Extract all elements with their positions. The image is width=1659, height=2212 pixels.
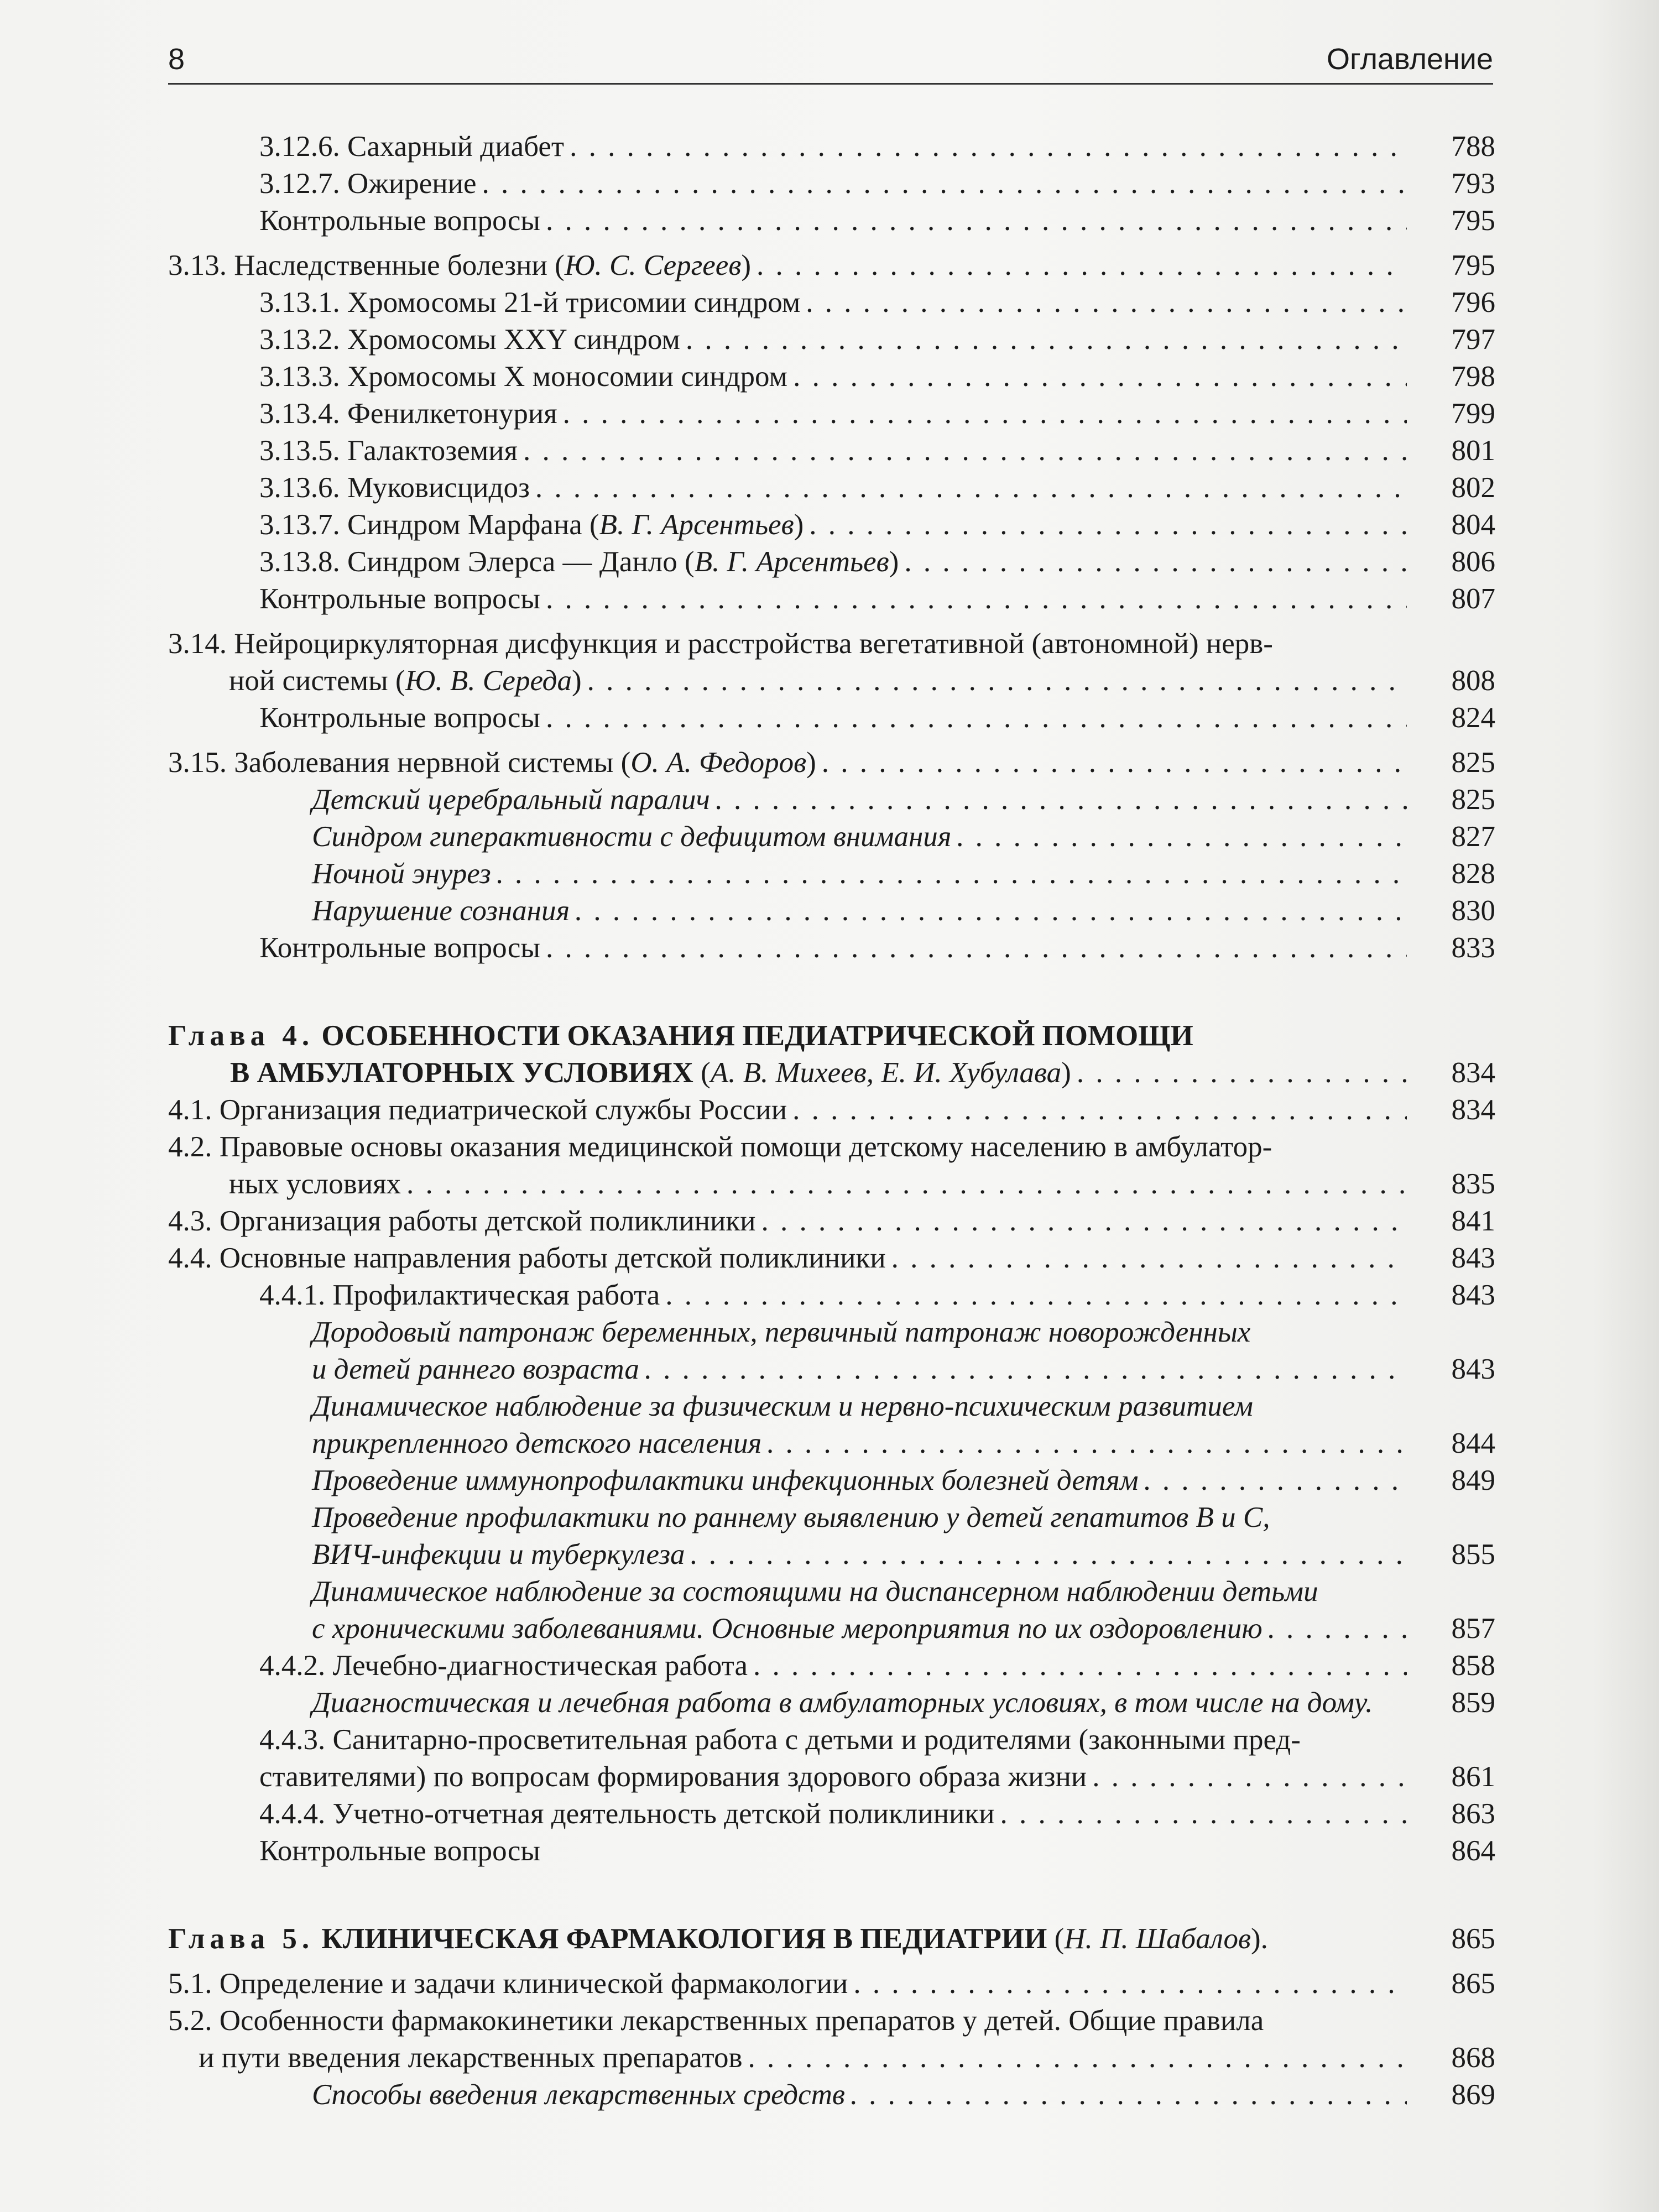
toc-page-number: 795 — [1451, 249, 1495, 281]
toc-page-number: 861 — [1451, 1761, 1495, 1793]
chapter-heading: Глава 5. КЛИНИЧЕСКАЯ ФАРМАКОЛОГИЯ В ПЕДИАТРИИ (Н. П. Шабалов). 865 — [168, 1921, 1495, 1958]
toc-page-number: 796 — [1451, 286, 1495, 319]
toc-page-number: 858 — [1451, 1650, 1495, 1682]
toc-entry: 3.15. Заболевания нервной системы (О. А. Федоров) . . . 825 — [168, 744, 1495, 781]
toc-page-number: 841 — [1451, 1205, 1495, 1237]
toc-entry: 3.13.4. Фенилкетонурия . . . 799 — [259, 395, 1495, 432]
toc-page-number: 827 — [1451, 821, 1495, 853]
toc-entry: 4.4.1. Профилактическая работа . . . 843 — [259, 1277, 1495, 1314]
toc-page-number: 835 — [1451, 1168, 1495, 1200]
toc-page-number: 788 — [1451, 131, 1495, 163]
toc-entry: Нарушение сознания . . . 830 — [312, 893, 1495, 930]
page-number: 8 — [168, 43, 185, 76]
toc-entry: Проведение профилактики по раннему выявлению у детей гепатитов B и C, ВИЧ-инфекции и туберкулеза . . . 855 — [312, 1499, 1495, 1573]
toc-page-number: 801 — [1451, 435, 1495, 467]
toc-page-number: 825 — [1451, 784, 1495, 816]
toc-page-number: 799 — [1451, 398, 1495, 430]
toc-page-number: 843 — [1451, 1242, 1495, 1274]
toc-entry: 4.4.4. Учетно-отчетная деятельность детской поликлиники . . . 863 — [259, 1796, 1495, 1833]
toc-page-number: 855 — [1451, 1538, 1495, 1571]
toc-entry: Контрольные вопросы . . . 824 — [259, 700, 1495, 737]
toc-page-number: 843 — [1451, 1279, 1495, 1311]
toc-entry: 3.13.5. Галактоземия . . . 801 — [259, 432, 1495, 469]
toc-page-number: 793 — [1451, 168, 1495, 200]
toc-page-number: 869 — [1451, 2079, 1495, 2111]
toc-page-number: 868 — [1451, 2042, 1495, 2074]
toc-page-number: 833 — [1451, 932, 1495, 964]
toc-page-number: 828 — [1451, 858, 1495, 890]
chapter-label: Глава 5. — [168, 1923, 315, 1955]
running-title: Оглавление — [1326, 43, 1493, 76]
toc-page-number: 824 — [1451, 702, 1495, 734]
toc-page-number: 797 — [1451, 324, 1495, 356]
toc-page-number: 807 — [1451, 583, 1495, 615]
toc-page-number: 849 — [1451, 1464, 1495, 1496]
toc-page-number: 834 — [1451, 1057, 1495, 1089]
toc-entry: Контрольные вопросы . . . 807 — [259, 581, 1495, 618]
toc-entry: 3.13.1. Хромосомы 21-й трисомии синдром . . . 796 — [259, 284, 1495, 321]
toc-entry: 4.2. Правовые основы оказания медицинской помощи детскому населению в амбулатор- ных условиях . . . 835 — [168, 1129, 1495, 1203]
toc-entry: 4.1. Организация педиатрической службы России . . . 834 — [168, 1092, 1495, 1129]
toc-page-number: 804 — [1451, 509, 1495, 541]
toc-entry: 4.3. Организация работы детской поликлиники . . . 841 — [168, 1203, 1495, 1240]
toc-page-number: 798 — [1451, 361, 1495, 393]
toc-page-number: 843 — [1451, 1353, 1495, 1385]
toc-page-number: 825 — [1451, 747, 1495, 779]
toc-entry: 3.13.7. Синдром Марфана (В. Г. Арсентьев) . . . 804 — [259, 507, 1495, 544]
toc-entry: 3.13.3. Хромосомы X моносомии синдром . . . 798 — [259, 358, 1495, 395]
toc-page-number: 863 — [1451, 1798, 1495, 1830]
toc-page-number: 806 — [1451, 546, 1495, 578]
toc-entry: Синдром гиперактивности с дефицитом внимания . . . 827 — [312, 818, 1495, 855]
toc-page-number: 795 — [1451, 205, 1495, 237]
toc-entry: 3.12.7. Ожирение . . . 793 — [259, 165, 1495, 202]
toc-page-number: 864 — [1451, 1835, 1495, 1867]
chapter-label: Глава 4. — [168, 1020, 315, 1052]
toc-entry: 3.13.8. Синдром Элерса — Данло (В. Г. Арсентьев) . . . 806 — [259, 544, 1495, 581]
toc-entry: 3.13.2. Хромосомы XXY синдром . . . 797 — [259, 321, 1495, 358]
toc-page-number: 857 — [1451, 1613, 1495, 1645]
toc-entry: Ночной энурез . . . 828 — [312, 855, 1495, 893]
toc-page-number: 865 — [1451, 1923, 1495, 1955]
toc-page-number: 802 — [1451, 472, 1495, 504]
toc-entry: Способы введения лекарственных средств . . . 869 — [312, 2077, 1495, 2114]
toc-entry: 5.2. Особенности фармакокинетики лекарственных препаратов у детей. Общие правила и пути введения лекарственных препаратов . . . 868 — [168, 2002, 1495, 2077]
toc-page-number: 865 — [1451, 1968, 1495, 2000]
toc-entry: Контрольные вопросы . . . 833 — [259, 930, 1495, 967]
toc-entry: 3.13.6. Муковисцидоз . . . 802 — [259, 469, 1495, 507]
toc-entry: Динамическое наблюдение за состоящими на диспансерном наблюдении детьми с хроническими заболеваниями. Основные мероприятия по их оздоровлению . . . 857 — [312, 1573, 1495, 1647]
toc-entry: Контрольные вопросы . . . 795 — [259, 202, 1495, 239]
toc-page-number: 808 — [1451, 665, 1495, 697]
toc-entry: Дородовый патронаж беременных, первичный патронаж новорожденных и детей раннего возраста . . . 843 — [312, 1314, 1495, 1388]
toc-entry: 4.4.3. Санитарно-просветительная работа с детьми и родителями (законными пред- ставителями) по вопросам формирования здорового образа жизни . . . 861 — [259, 1721, 1495, 1796]
toc-entry: 4.4. Основные направления работы детской поликлиники . . . 843 — [168, 1240, 1495, 1277]
toc-entry: Контрольные вопросы 864 — [259, 1833, 1495, 1870]
table-of-contents — [168, 128, 1495, 2114]
toc-entry: 3.14. Нейроциркуляторная дисфункция и расстройства вегетативной (автономной) нерв- ной системы (Ю. В. Середа) . . . 808 — [168, 625, 1495, 700]
chapter-heading: Глава 4. ОСОБЕННОСТИ ОКАЗАНИЯ ПЕДИАТРИЧЕСКОЙ ПОМОЩИ В АМБУЛАТОРНЫХ УСЛОВИЯХ (А. В. Михеев, Е. И. Хубулава) . . . 834 — [168, 1018, 1495, 1092]
toc-page-number: 834 — [1451, 1094, 1495, 1126]
toc-entry: Детский церебральный паралич . . . 825 — [312, 781, 1495, 818]
toc-entry: Диагностическая и лечебная работа в амбулаторных условиях, в том числе на дому. 859 — [312, 1684, 1495, 1721]
toc-entry: 5.1. Определение и задачи клинической фармакологии . . . 865 — [168, 1965, 1495, 2002]
toc-entry: 3.12.6. Сахарный диабет . . . 788 — [259, 128, 1495, 165]
toc-entry: Проведение иммунопрофилактики инфекционных болезней детям . . . 849 — [312, 1462, 1495, 1499]
toc-entry: Динамическое наблюдение за физическим и нервно-психическим развитием прикрепленного детского населения . . . 844 — [312, 1388, 1495, 1462]
toc-entry: 4.4.2. Лечебно-диагностическая работа . . . 858 — [259, 1647, 1495, 1684]
toc-page-number: 830 — [1451, 895, 1495, 927]
toc-page-number: 859 — [1451, 1687, 1495, 1719]
toc-page-number: 844 — [1451, 1427, 1495, 1459]
toc-entry: 3.13. Наследственные болезни (Ю. С. Сергеев) . . . 795 — [168, 247, 1495, 284]
page-header — [168, 39, 1493, 85]
